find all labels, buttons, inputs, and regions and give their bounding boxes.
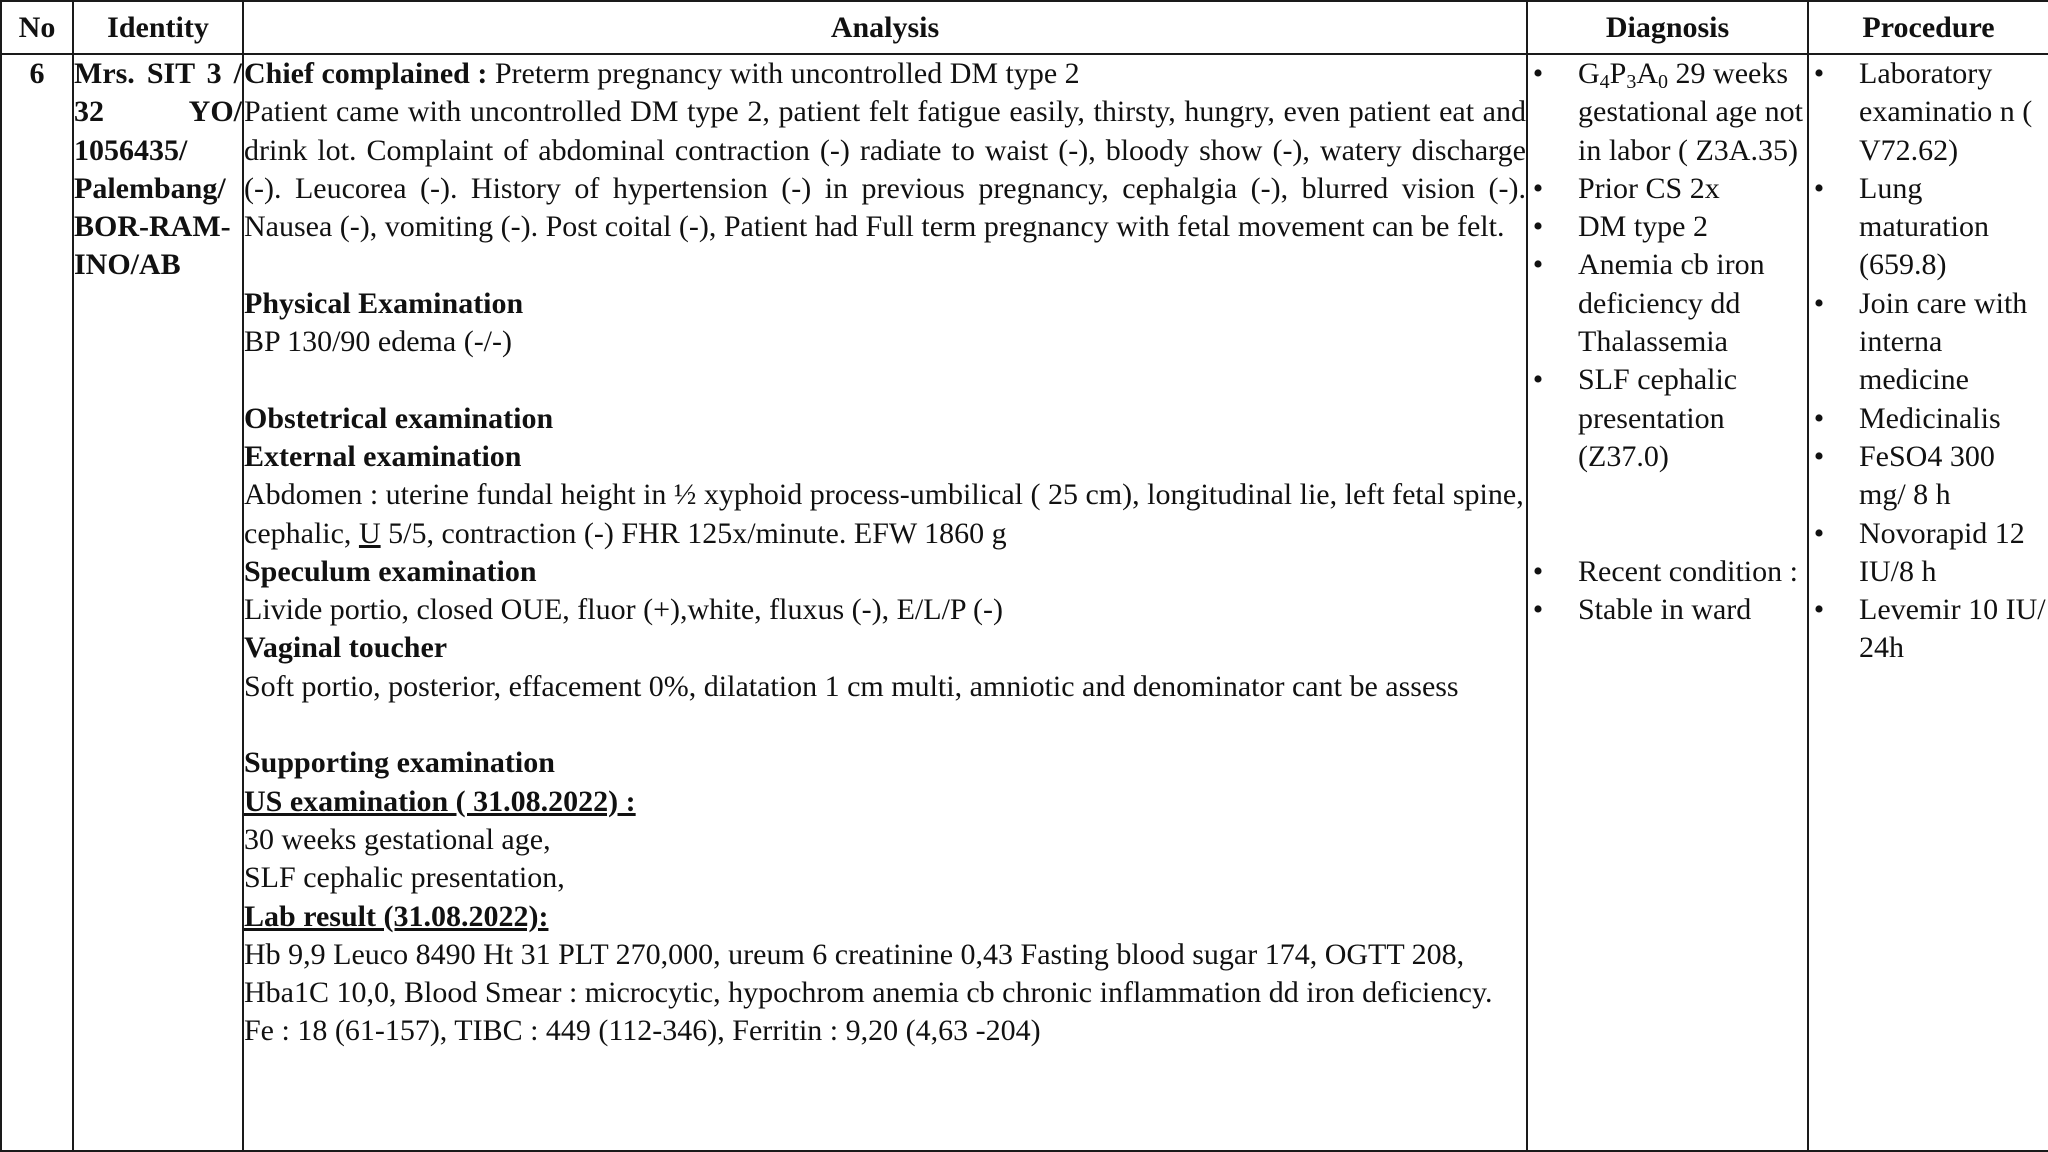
obstetrical-exam-heading: Obstetrical examination	[244, 401, 554, 435]
history-paragraph: Patient came with uncontrolled DM type 2, patient felt fatigue easily, thirsty, hungry, even patient eat and drink lot. Complaint of abdominal contraction (-) radiate to waist (-), bloody show (-), watery discharge (-). Leucorea (-). History of hypertension (-) in previous pregnancy, cephalgia (-), blurred vision (-). Nausea (-), vomiting (-). Post coital (-), Patient had Full term pregnancy with fetal movement can be felt.	[244, 95, 1526, 244]
list-item: • Lung maturation (659.8)	[1813, 171, 1989, 282]
list-item: • SLF cephalic presentation (Z37.0)	[1532, 363, 1738, 473]
us-exam-line-1: 30 weeks gestational age,	[244, 822, 551, 856]
header-procedure: Procedure	[1808, 1, 2048, 54]
speculum-exam-text: Livide portio, closed OUE, fluor (+),white, fluxus (-), E/L/P (-)	[244, 593, 1003, 627]
vaginal-toucher-text: Soft portio, posterior, effacement 0%, dilatation 1 cm multi, amniotic and denominator cant be assess	[244, 669, 1459, 703]
table-row	[1, 54, 2048, 1151]
chief-complaint-label: Chief complained :	[244, 57, 488, 90]
gravida-count: 4	[1599, 71, 1610, 93]
us-exam-heading: US examination ( 31.08.2022) :	[244, 784, 636, 818]
speculum-exam-heading: Speculum examination	[244, 554, 537, 588]
header-analysis: Analysis	[243, 1, 1527, 54]
external-exam-text	[244, 476, 1526, 553]
gestational-age-text: 29 weeks gestational age not in labor ( Z3A.35)	[1578, 57, 1803, 167]
patient-identity: Mrs. SIT 3 / 32 YO/ 1056435/ Palembang/ BOR-RAM-INO/AB	[73, 54, 243, 1151]
procedure-list	[1809, 55, 2048, 668]
diagnosis-item-text: Anemia cb iron deficiency dd Thalassemia	[1578, 248, 1765, 359]
header-diagnosis: Diagnosis	[1527, 1, 1808, 54]
external-exam-heading: External examination	[244, 439, 522, 473]
procedure-item-text: FeSO4 300 mg/ 8 h	[1859, 439, 1995, 512]
physical-exam-heading: Physical Examination	[244, 286, 524, 320]
chief-complaint	[244, 55, 1526, 93]
recent-condition-label: Recent condition :	[1578, 554, 1798, 588]
list-item: • Anemia cb iron deficiency dd Thalassemia	[1532, 248, 1765, 359]
diagnosis-cell	[1527, 54, 1808, 1151]
list-item: • Novorapid 12 IU/8 h	[1813, 516, 2025, 588]
header-row	[1, 1, 2048, 54]
header-identity: Identity	[73, 1, 243, 54]
chief-complaint-value: Preterm pregnancy with uncontrolled DM type 2	[487, 57, 1080, 90]
abortus-letter: A	[1636, 57, 1659, 90]
lab-result-heading: Lab result (31.08.2022):	[244, 899, 549, 933]
list-item: • FeSO4 300 mg/ 8 h	[1813, 439, 1995, 512]
para-letter: P	[1609, 57, 1627, 90]
diagnosis-recent-condition: • Recent condition :	[1532, 554, 1798, 588]
list-item: • DM type 2	[1532, 210, 1708, 244]
supporting-exam-heading: Supporting examination	[244, 746, 555, 780]
diagnosis-recent-status: • Stable in ward	[1532, 593, 1752, 627]
diagnosis-list	[1528, 55, 1807, 629]
list-item: • Medicinalis	[1813, 401, 2001, 435]
lab-result-text: Hb 9,9 Leuco 8490 Ht 31 PLT 270,000, ureum 6 creatinine 0,43 Fasting blood sugar 174, OGTT 208, Hba1C 10,0, Blood Smear : microcytic, hypochrom anemia cb chronic inflammation dd iron deficiency. Fe : 18 (61-157), TIBC : 449 (112-346), Ferritin : 9,20 (4,63 -204)	[244, 937, 1493, 1048]
procedure-item-text: Laboratory examinatio n ( V72.62)	[1859, 57, 2033, 167]
recent-condition-value: Stable in ward	[1578, 593, 1752, 627]
diagnosis-item-text: Prior CS 2x	[1578, 171, 1720, 205]
external-exam-text-part-1: Abdomen : uterine fundal height in ½ xyphoid process-umbilical ( 25 cm), longitudinal lie, left fetal spine, cephalic,	[244, 478, 1524, 550]
procedure-item-text: Lung maturation (659.8)	[1859, 171, 1989, 282]
header-no: No	[1, 1, 73, 54]
vaginal-toucher-heading: Vaginal toucher	[244, 631, 448, 665]
procedure-item-text: Medicinalis	[1859, 401, 2001, 435]
procedure-item-text: Levemir 10 IU/ 24h	[1859, 593, 2046, 665]
diagnosis-item-text: SLF cephalic presentation (Z37.0)	[1578, 363, 1738, 473]
physical-exam-text: BP 130/90 edema (-/-)	[244, 325, 512, 359]
us-exam-line-2: SLF cephalic presentation,	[244, 861, 565, 895]
para-count: 3	[1626, 71, 1637, 93]
gravida-letter: G	[1578, 57, 1600, 90]
list-item: • Levemir 10 IU/ 24h	[1813, 593, 2046, 665]
procedure-item-text: Novorapid 12 IU/8 h	[1859, 516, 2025, 588]
diagnosis-item-gpa: • $G_4P_3A_0$ 29 weeks gestational age not in labor ( Z3A.35)	[1532, 57, 1803, 167]
diagnosis-item-text: DM type 2	[1578, 210, 1708, 244]
analysis-cell	[243, 54, 1527, 1151]
row-number: 6	[1, 54, 73, 1151]
list-item: • Prior CS 2x	[1532, 171, 1720, 205]
list-item: • Join care with interna medicine	[1813, 286, 2028, 397]
procedure-item-text: Join care with interna medicine	[1859, 286, 2028, 397]
external-exam-underlined-u: U	[358, 516, 381, 550]
external-exam-text-part-2: 5/5, contraction (-) FHR 125x/minute. EFW 1860 g	[380, 516, 1007, 550]
abortus-count: 0	[1658, 71, 1669, 93]
procedure-cell	[1808, 54, 2048, 1151]
list-item: • Laboratory examinatio n ( V72.62)	[1813, 57, 2033, 167]
